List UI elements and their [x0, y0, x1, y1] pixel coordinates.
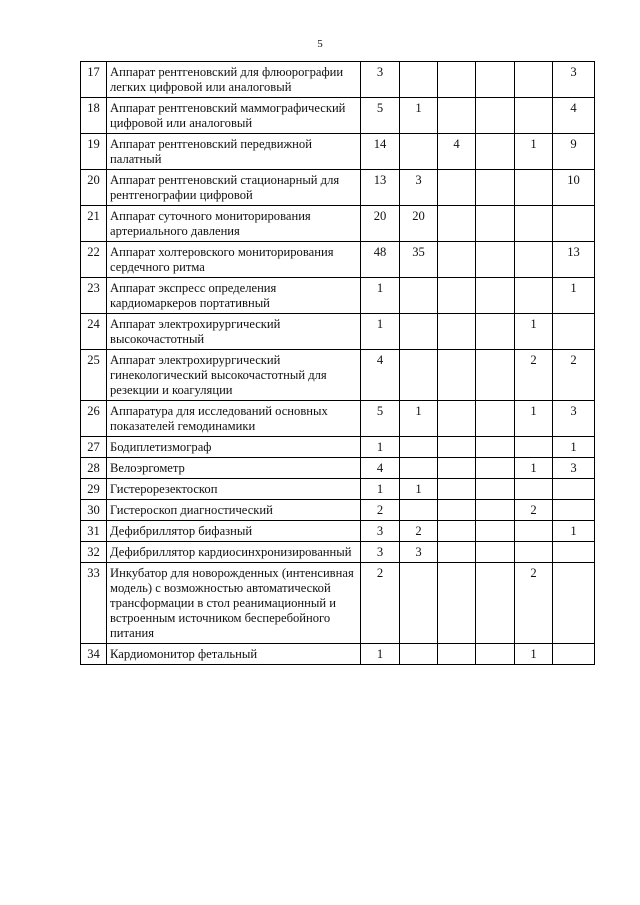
table-row — [81, 542, 595, 563]
quantity-cell-4 — [476, 563, 515, 644]
quantity-cell-1: 1 — [361, 479, 400, 500]
equipment-name: Аппарат рентгеновский маммографический цифровой или аналоговый — [107, 98, 361, 134]
quantity-cell-4 — [476, 437, 515, 458]
quantity-cell-4 — [476, 458, 515, 479]
quantity-cell-2 — [400, 314, 438, 350]
quantity-cell-3 — [438, 98, 476, 134]
table-row — [81, 134, 595, 170]
quantity-cell-1: 3 — [361, 542, 400, 563]
quantity-cell-1: 1 — [361, 437, 400, 458]
quantity-cell-2: 3 — [400, 542, 438, 563]
page-number: 5 — [317, 38, 323, 50]
row-number: 27 — [81, 437, 107, 458]
equipment-name: Гистерорезектоскоп — [107, 479, 361, 500]
quantity-cell-2 — [400, 458, 438, 479]
row-number: 25 — [81, 350, 107, 401]
quantity-cell-4 — [476, 98, 515, 134]
quantity-cell-5: 2 — [515, 500, 553, 521]
equipment-name: Аппарат рентгеновский для флюорографии легких цифровой или аналоговый — [107, 62, 361, 98]
table-row — [81, 278, 595, 314]
quantity-cell-6: 1 — [553, 278, 595, 314]
table-row — [81, 242, 595, 278]
quantity-cell-3 — [438, 542, 476, 563]
quantity-cell-5: 1 — [515, 314, 553, 350]
quantity-cell-5: 2 — [515, 563, 553, 644]
quantity-cell-6: 1 — [553, 437, 595, 458]
quantity-cell-1: 4 — [361, 350, 400, 401]
quantity-cell-1: 20 — [361, 206, 400, 242]
quantity-cell-5 — [515, 170, 553, 206]
quantity-cell-5 — [515, 98, 553, 134]
quantity-cell-3 — [438, 62, 476, 98]
quantity-cell-6 — [553, 644, 595, 665]
quantity-cell-6: 13 — [553, 242, 595, 278]
quantity-cell-5: 2 — [515, 350, 553, 401]
equipment-name: Аппарат суточного мониторирования артериального давления — [107, 206, 361, 242]
row-number: 22 — [81, 242, 107, 278]
quantity-cell-3 — [438, 521, 476, 542]
quantity-cell-4 — [476, 206, 515, 242]
quantity-cell-5 — [515, 521, 553, 542]
quantity-cell-5 — [515, 242, 553, 278]
quantity-cell-3 — [438, 170, 476, 206]
table-row — [81, 437, 595, 458]
quantity-cell-1: 1 — [361, 314, 400, 350]
quantity-cell-5 — [515, 542, 553, 563]
quantity-cell-2: 1 — [400, 401, 438, 437]
quantity-cell-5: 1 — [515, 644, 553, 665]
equipment-name: Аппарат электрохирургический гинекологический высокочастотный для резекции и коагуляции — [107, 350, 361, 401]
quantity-cell-3 — [438, 500, 476, 521]
equipment-name: Велоэргометр — [107, 458, 361, 479]
quantity-cell-6: 2 — [553, 350, 595, 401]
equipment-name: Аппарат электрохирургический высокочастотный — [107, 314, 361, 350]
quantity-cell-6 — [553, 479, 595, 500]
quantity-cell-4 — [476, 500, 515, 521]
quantity-cell-5: 1 — [515, 134, 553, 170]
quantity-cell-6: 10 — [553, 170, 595, 206]
quantity-cell-6: 3 — [553, 458, 595, 479]
table-row — [81, 98, 595, 134]
quantity-cell-3 — [438, 278, 476, 314]
quantity-cell-4 — [476, 134, 515, 170]
quantity-cell-4 — [476, 278, 515, 314]
equipment-table — [80, 61, 595, 665]
quantity-cell-5 — [515, 62, 553, 98]
table-row — [81, 458, 595, 479]
quantity-cell-2: 1 — [400, 479, 438, 500]
row-number: 21 — [81, 206, 107, 242]
quantity-cell-3 — [438, 437, 476, 458]
quantity-cell-1: 13 — [361, 170, 400, 206]
quantity-cell-4 — [476, 542, 515, 563]
row-number: 33 — [81, 563, 107, 644]
table-row — [81, 206, 595, 242]
quantity-cell-2 — [400, 500, 438, 521]
quantity-cell-1: 5 — [361, 98, 400, 134]
quantity-cell-5 — [515, 206, 553, 242]
equipment-name: Аппарат рентгеновский стационарный для рентгенографии цифровой — [107, 170, 361, 206]
quantity-cell-6 — [553, 542, 595, 563]
quantity-cell-5 — [515, 278, 553, 314]
equipment-name: Аппаратура для исследований основных показателей гемодинамики — [107, 401, 361, 437]
table-row — [81, 401, 595, 437]
quantity-cell-4 — [476, 521, 515, 542]
quantity-cell-6 — [553, 314, 595, 350]
table-body — [81, 62, 595, 665]
table-row — [81, 314, 595, 350]
row-number: 30 — [81, 500, 107, 521]
quantity-cell-2: 3 — [400, 170, 438, 206]
table-row — [81, 521, 595, 542]
quantity-cell-1: 48 — [361, 242, 400, 278]
quantity-cell-4 — [476, 314, 515, 350]
quantity-cell-1: 14 — [361, 134, 400, 170]
quantity-cell-2: 20 — [400, 206, 438, 242]
table-row — [81, 350, 595, 401]
quantity-cell-4 — [476, 644, 515, 665]
quantity-cell-4 — [476, 350, 515, 401]
quantity-cell-2 — [400, 437, 438, 458]
equipment-name: Аппарат холтеровского мониторирования сердечного ритма — [107, 242, 361, 278]
row-number: 18 — [81, 98, 107, 134]
quantity-cell-2: 1 — [400, 98, 438, 134]
quantity-cell-4 — [476, 479, 515, 500]
quantity-cell-3 — [438, 563, 476, 644]
quantity-cell-6 — [553, 500, 595, 521]
quantity-cell-3 — [438, 206, 476, 242]
quantity-cell-2 — [400, 563, 438, 644]
quantity-cell-6 — [553, 206, 595, 242]
quantity-cell-6 — [553, 563, 595, 644]
table-row — [81, 563, 595, 644]
row-number: 23 — [81, 278, 107, 314]
quantity-cell-1: 3 — [361, 62, 400, 98]
quantity-cell-2 — [400, 134, 438, 170]
row-number: 26 — [81, 401, 107, 437]
quantity-cell-4 — [476, 170, 515, 206]
row-number: 20 — [81, 170, 107, 206]
quantity-cell-2: 35 — [400, 242, 438, 278]
equipment-name: Аппарат рентгеновский передвижной палатный — [107, 134, 361, 170]
quantity-cell-3 — [438, 644, 476, 665]
quantity-cell-4 — [476, 401, 515, 437]
equipment-name: Бодиплетизмограф — [107, 437, 361, 458]
quantity-cell-5: 1 — [515, 458, 553, 479]
row-number: 24 — [81, 314, 107, 350]
quantity-cell-1: 4 — [361, 458, 400, 479]
row-number: 28 — [81, 458, 107, 479]
quantity-cell-3 — [438, 242, 476, 278]
row-number: 31 — [81, 521, 107, 542]
quantity-cell-6: 3 — [553, 401, 595, 437]
quantity-cell-6: 3 — [553, 62, 595, 98]
quantity-cell-1: 3 — [361, 521, 400, 542]
quantity-cell-4 — [476, 62, 515, 98]
table-row — [81, 479, 595, 500]
equipment-name: Дефибриллятор бифазный — [107, 521, 361, 542]
quantity-cell-3 — [438, 314, 476, 350]
equipment-name: Кардиомонитор фетальный — [107, 644, 361, 665]
quantity-cell-2 — [400, 62, 438, 98]
quantity-cell-6: 1 — [553, 521, 595, 542]
table-row — [81, 644, 595, 665]
equipment-name: Аппарат экспресс определения кардиомаркеров портативный — [107, 278, 361, 314]
quantity-cell-2: 2 — [400, 521, 438, 542]
table-row — [81, 62, 595, 98]
quantity-cell-3 — [438, 401, 476, 437]
row-number: 34 — [81, 644, 107, 665]
row-number: 29 — [81, 479, 107, 500]
quantity-cell-6: 4 — [553, 98, 595, 134]
quantity-cell-2 — [400, 278, 438, 314]
row-number: 19 — [81, 134, 107, 170]
quantity-cell-5 — [515, 479, 553, 500]
quantity-cell-6: 9 — [553, 134, 595, 170]
quantity-cell-1: 1 — [361, 644, 400, 665]
quantity-cell-3 — [438, 479, 476, 500]
quantity-cell-5 — [515, 437, 553, 458]
quantity-cell-5: 1 — [515, 401, 553, 437]
quantity-cell-4 — [476, 242, 515, 278]
quantity-cell-1: 2 — [361, 563, 400, 644]
quantity-cell-2 — [400, 350, 438, 401]
quantity-cell-3 — [438, 350, 476, 401]
quantity-cell-3 — [438, 458, 476, 479]
row-number: 32 — [81, 542, 107, 563]
equipment-name: Дефибриллятор кардиосинхронизированный — [107, 542, 361, 563]
quantity-cell-1: 1 — [361, 278, 400, 314]
quantity-cell-3: 4 — [438, 134, 476, 170]
equipment-name: Гистероскоп диагностический — [107, 500, 361, 521]
quantity-cell-1: 2 — [361, 500, 400, 521]
equipment-name: Инкубатор для новорожденных (интенсивная модель) с возможностью автоматической трансформации в стол реанимационный и встроенным источником бесперебойного питания — [107, 563, 361, 644]
row-number: 17 — [81, 62, 107, 98]
table-row — [81, 170, 595, 206]
quantity-cell-2 — [400, 644, 438, 665]
table-row — [81, 500, 595, 521]
quantity-cell-1: 5 — [361, 401, 400, 437]
